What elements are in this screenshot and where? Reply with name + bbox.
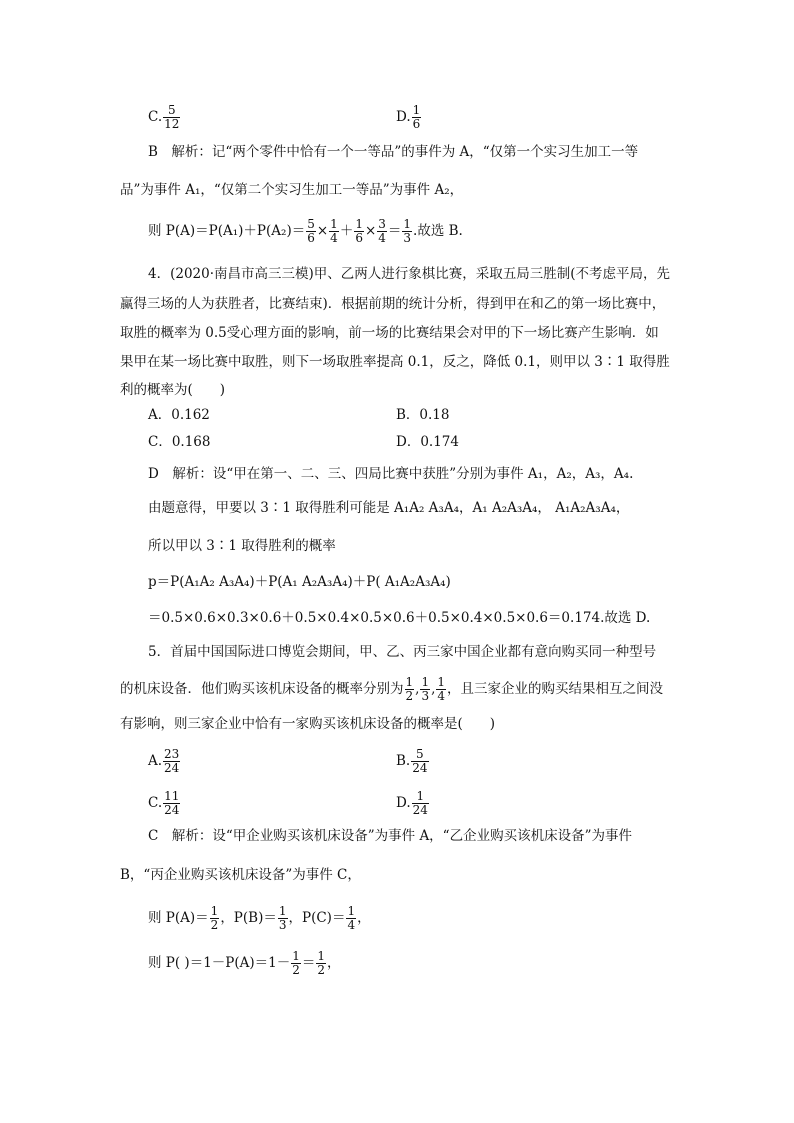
q4-option-a: A．0.162 bbox=[148, 407, 210, 423]
q3-answer-line-2: 品”为事件 A₁，“仅第二个实习生加工一等品”为事件 A₂， bbox=[120, 182, 464, 198]
q4-line-2: 赢得三场的人为获胜者，比赛结束)．根据前期的统计分析，得到甲在和乙的第一场比赛中， bbox=[120, 296, 666, 312]
q5-complement: 则 P( )＝1－P(A)＝1－ $\frac{1}{2}$ ＝ $\frac{1}{2}$ ， bbox=[148, 949, 341, 977]
q4-answer-line-3: 所以甲以 3∶1 取得胜利的概率 bbox=[148, 538, 336, 554]
q4-answer-line-1: D 解析：设“甲在第一、二、三、四局比赛中获胜”分别为事件 A₁，A₂，A₃，A₄. bbox=[148, 466, 634, 482]
q5-line-1: 5．首届中国国际进口博览会期间，甲、乙、丙三家中国企业都有意向购买同一种型号 bbox=[148, 644, 657, 660]
q4-option-b: B．0.18 bbox=[396, 407, 450, 423]
q4-option-d: D．0.174 bbox=[396, 434, 459, 450]
q3-formula: 则 P(A)＝P(A₁)＋P(A₂)＝ $\frac{5}{6}$ × $\frac{1}{4}$ ＋ $\frac{1}{6}$ × $\frac{3}{4}$ ＝ $\frac{1}{3}$ .故选 B. bbox=[148, 217, 463, 245]
q4-line-5: 利的概率为( ) bbox=[120, 382, 226, 398]
q4-answer-line-5: ＝0.5×0.6×0.3×0.6＋0.5×0.4×0.5×0.6＋0.5×0.4×0.5×0.6＝0.174.故选 D. bbox=[148, 610, 651, 626]
q5-option-d: D. $\frac{1}{24}$ bbox=[396, 789, 428, 817]
q4-answer-line-2: 由题意得，甲要以 3∶1 取得胜利可能是 A₁A₂ A₃A₄，A₁ A₂A₃A₄， A₁A₂A₃A₄， bbox=[148, 500, 630, 516]
q4-option-c: C．0.168 bbox=[148, 434, 211, 450]
q4-answer-line-4: p＝P(A₁A₂ A₃A₄)＋P(A₁ A₂A₃A₄)＋P( A₁A₂A₃A₄) bbox=[148, 574, 451, 590]
q5-line-3: 有影响，则三家企业中恰有一家购买该机床设备的概率是( ) bbox=[120, 716, 496, 732]
option-c: C. $\frac{5}{12}$ bbox=[148, 103, 180, 131]
q5-probabilities: 则 P(A)＝ $\frac{1}{2}$ ，P(B)＝ $\frac{1}{3}$ ，P(C)＝ $\frac{1}{4}$ ， bbox=[148, 904, 371, 932]
q5-answer-line-2: B，“丙企业购买该机床设备”为事件 C， bbox=[120, 867, 361, 883]
q5-line-2: 的机床设备．他们购买该机床设备的概率分别为 $\frac{1}{2}$ , $\frac{1}{3}$ , $\frac{1}{4}$ ，且三家企业的购买结果相互之间没 bbox=[120, 675, 664, 703]
q4-line-4: 果甲在某一场比赛中取胜，则下一场取胜率提高 0.1，反之，降低 0.1，则甲以 3∶1 取得胜 bbox=[120, 354, 670, 370]
q4-line-1: 4．(2020·南昌市高三三模)甲、乙两人进行象棋比赛，采取五局三胜制(不考虑平局，先 bbox=[148, 266, 671, 282]
q5-option-c: C. $\frac{11}{24}$ bbox=[148, 789, 180, 817]
q5-option-a: A. $\frac{23}{24}$ bbox=[148, 747, 180, 775]
option-d: D. $\frac{1}{6}$ bbox=[396, 103, 421, 131]
fraction: $\frac{1}{6}$ bbox=[412, 103, 421, 131]
q5-option-b: B. $\frac{5}{24}$ bbox=[396, 747, 428, 775]
q5-answer-line-1: C 解析：设“甲企业购买该机床设备”为事件 A，“乙企业购买该机床设备”为事件 bbox=[148, 828, 632, 844]
q3-answer-line-1: B 解析：记“两个零件中恰有一个一等品”的事件为 A，“仅第一个实习生加工一等 bbox=[148, 144, 639, 160]
fraction: $\frac{5}{12}$ bbox=[164, 103, 180, 131]
q4-line-3: 取胜的概率为 0.5受心理方面的影响，前一场的比赛结果会对甲的下一场比赛产生影响．如 bbox=[120, 325, 659, 341]
